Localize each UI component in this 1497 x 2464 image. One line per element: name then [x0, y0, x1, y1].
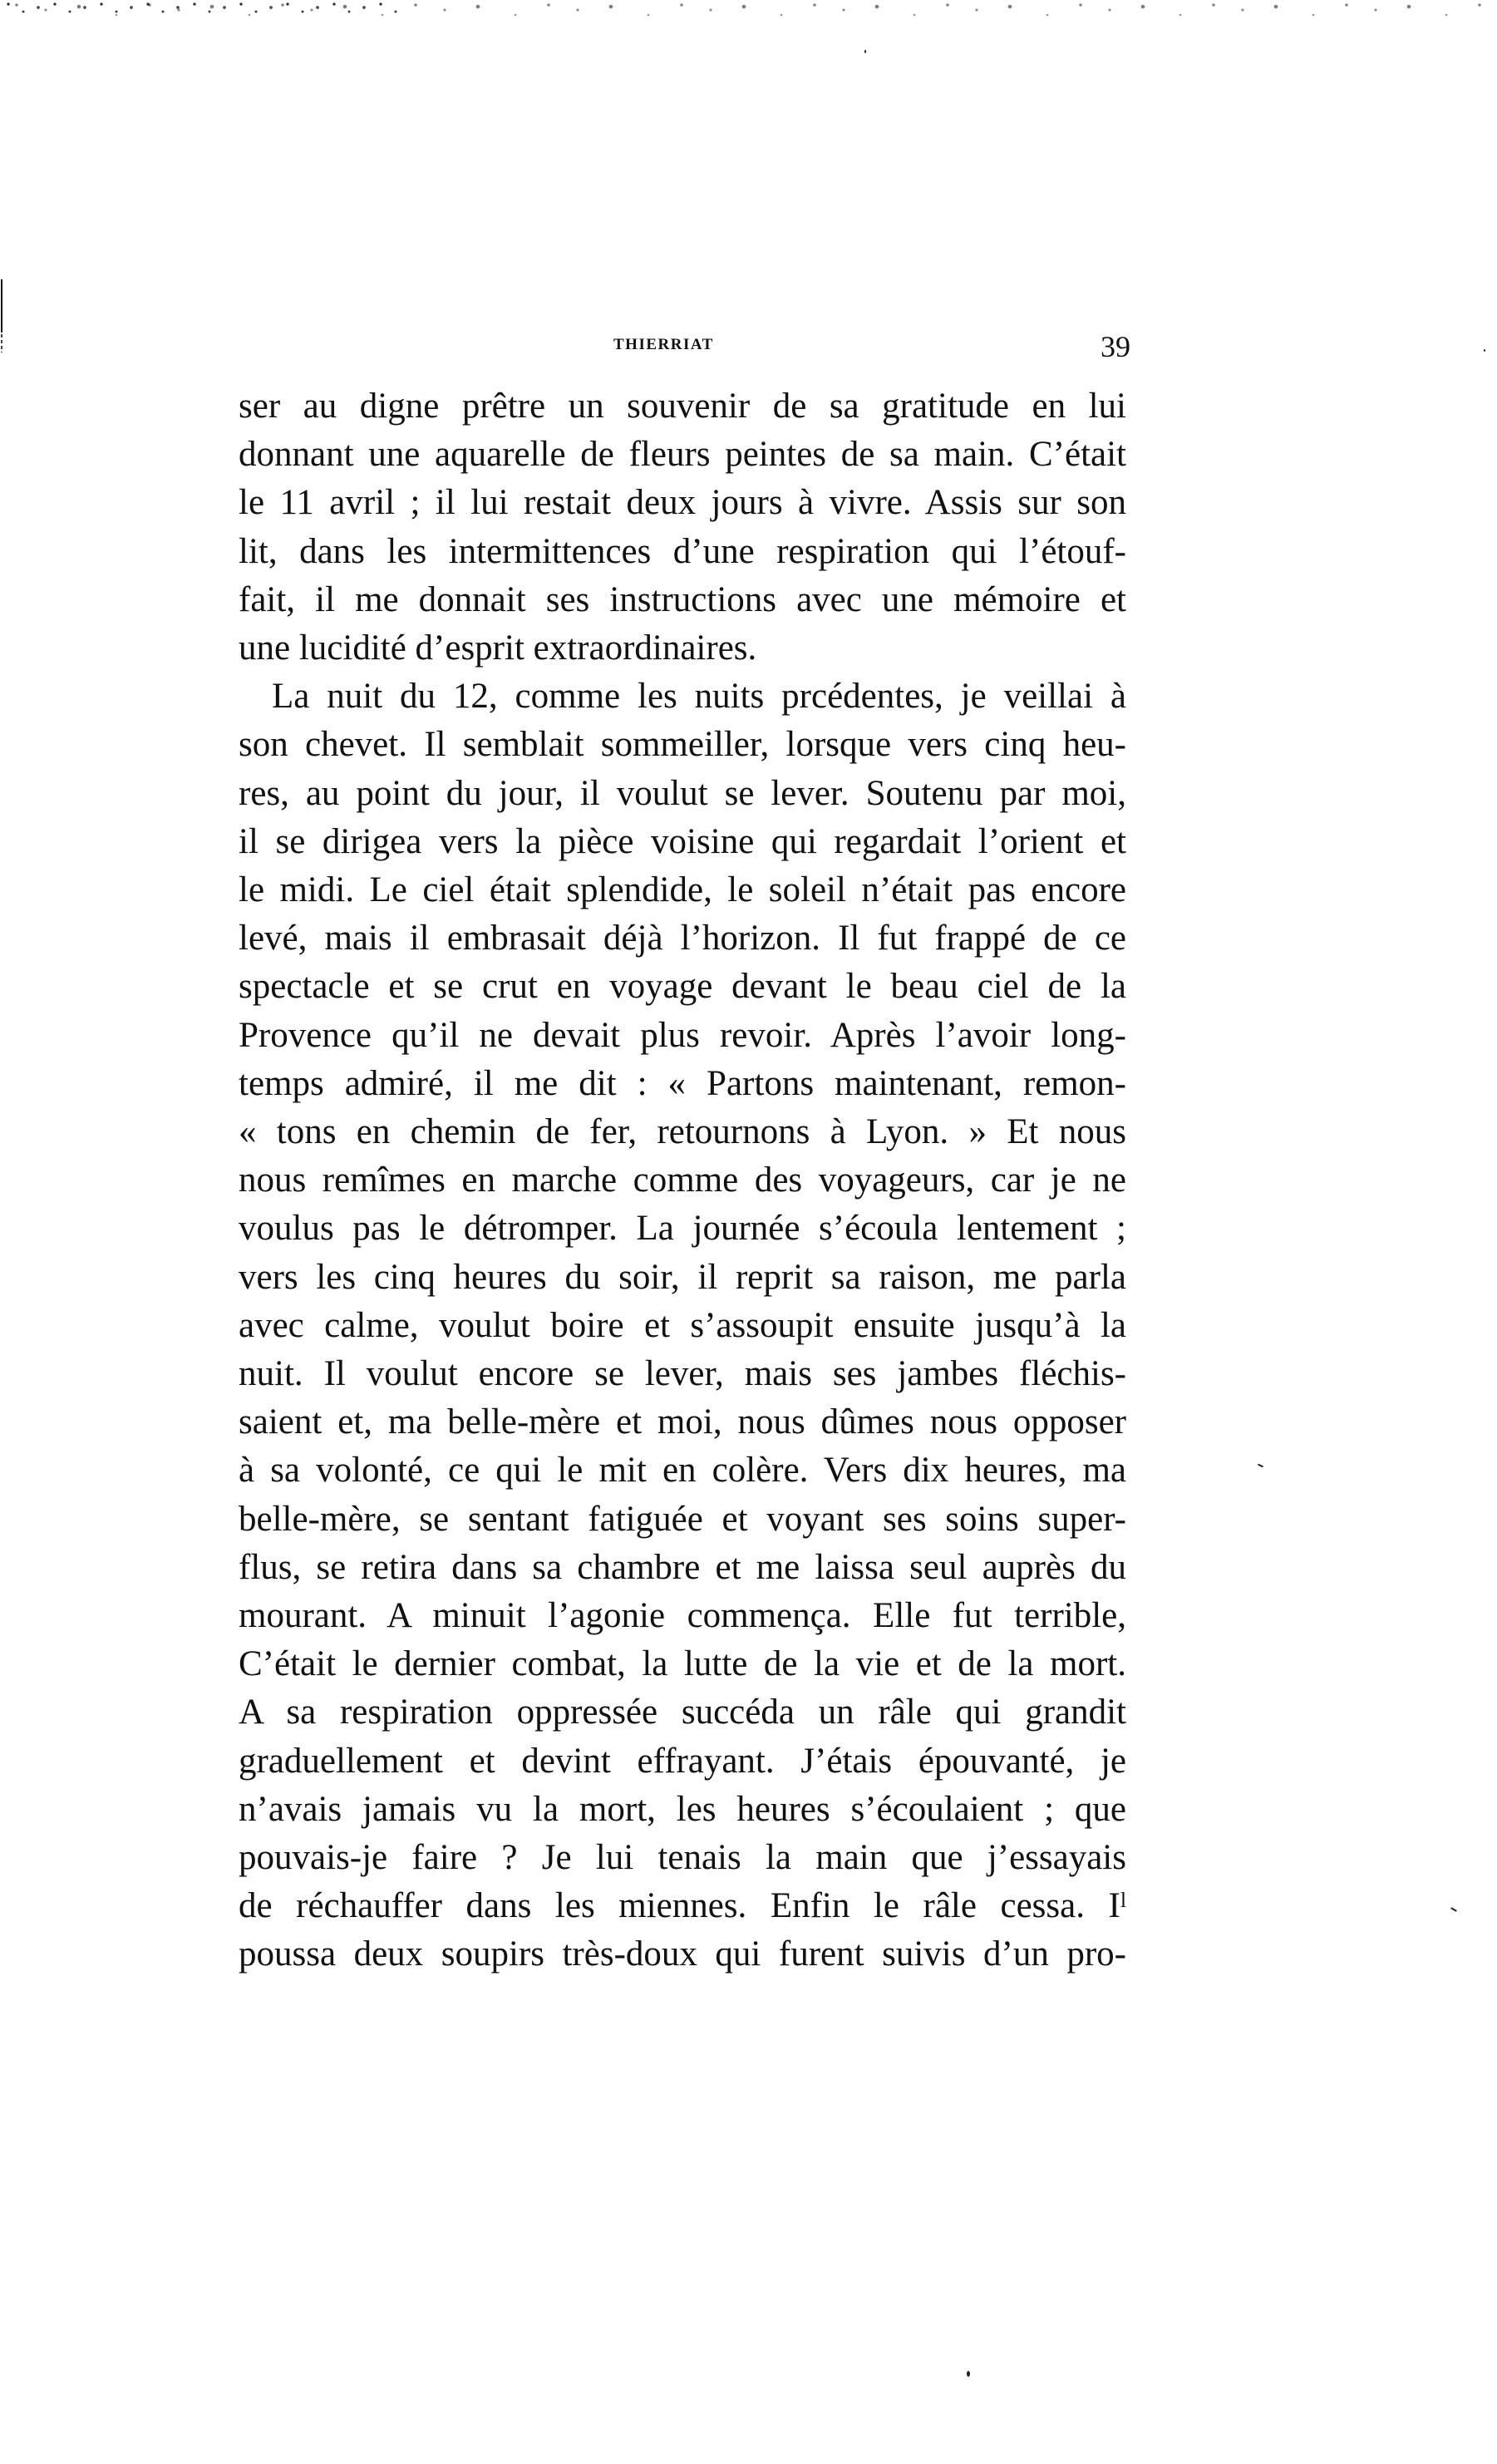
text-line: belle-mère, se sentant fatiguée et voyant ses soins super-	[239, 1500, 1126, 1539]
scan-speck	[967, 2371, 970, 2377]
scan-edge-line	[1, 279, 2, 333]
text-line: avec calme, voulut boire et s’assoupit ensuite jusqu’à la	[239, 1306, 1126, 1345]
text-line: n’avais jamais vu la mort, les heures s’écoulaient ; que	[239, 1790, 1126, 1829]
scan-edge-dash	[1, 334, 2, 352]
text-line: res, au point du jour, il voulut se lever. Soutenu par moi,	[239, 774, 1126, 813]
text-line: mourant. A minuit l’agonie commença. Elle fut terrible,	[239, 1596, 1126, 1635]
text-line: Provence qu’il ne devait plus revoir. Après l’avoir long-	[239, 1016, 1126, 1055]
scan-speck	[1258, 1464, 1263, 1468]
text-line: spectacle et se crut en voyage devant le beau ciel de la	[239, 967, 1126, 1006]
text-line: « tons en chemin de fer, retournons à Lyon. » Et nous	[239, 1112, 1126, 1151]
text-line: A sa respiration oppressée succéda un râle qui grandit	[239, 1693, 1126, 1732]
text-line: nuit. Il voulut encore se lever, mais ses jambes fléchis-	[239, 1354, 1126, 1393]
text-line: temps admiré, il me dit : « Partons maintenant, remon-	[239, 1064, 1126, 1103]
text-line: pouvais-je faire ? Je lui tenais la main que j’essayais	[239, 1838, 1126, 1877]
text-line: une lucidité d’esprit extraordinaires.	[239, 628, 757, 668]
text-line: il se dirigea vers la pièce voisine qui regardait l’orient et	[239, 822, 1126, 861]
text-line: de réchauffer dans les miennes. Enfin le râle cessa. Iˡ	[239, 1886, 1126, 1925]
text-line: C’était le dernier combat, la lutte de la vie et de la mort.	[239, 1644, 1126, 1683]
text-line: le midi. Le ciel était splendide, le soleil n’était pas encore	[239, 870, 1126, 909]
text-line: fait, il me donnait ses instructions avec une mémoire et	[239, 580, 1126, 619]
text-line: son chevet. Il semblait sommeiller, lorsque vers cinq heu-	[239, 725, 1126, 764]
paragraph-start-line: La nuit du 12, comme les nuits prcédentes, je veillai à	[272, 677, 1126, 716]
scan-speck	[864, 50, 866, 53]
scan-noise-top-left	[0, 0, 399, 25]
text-line: lit, dans les intermittences d’une respiration qui l’étouf-	[239, 532, 1126, 571]
text-line: voulus pas le détromper. La journée s’écoula lentement ;	[239, 1209, 1126, 1248]
text-line: saient et, ma belle-mère et moi, nous dûmes nous opposer	[239, 1402, 1126, 1441]
text-line: graduellement et devint effrayant. J’étais épouvanté, je	[239, 1742, 1126, 1781]
scan-speck	[1450, 1907, 1457, 1912]
scan-speck	[1484, 349, 1485, 352]
text-line: le 11 avril ; il lui restait deux jours à vivre. Assis sur son	[239, 483, 1126, 522]
text-line: à sa volonté, ce qui le mit en colère. Vers dix heures, ma	[239, 1451, 1126, 1490]
text-line: vers les cinq heures du soir, il reprit sa raison, me parla	[239, 1258, 1126, 1297]
text-line: levé, mais il embrasait déjà l’horizon. Il fut frappé de ce	[239, 919, 1126, 958]
text-line: flus, se retira dans sa chambre et me laissa seul auprès du	[239, 1548, 1126, 1587]
page-number: 39	[1101, 330, 1130, 363]
text-line: donnant une aquarelle de fleurs peintes de sa main. C’était	[239, 435, 1126, 474]
text-line: poussa deux soupirs très-doux qui furent suivis d’un pro-	[239, 1934, 1126, 1974]
text-line: nous remîmes en marche comme des voyageurs, car je ne	[239, 1161, 1126, 1200]
text-line: ser au digne prêtre un souvenir de sa gratitude en lui	[239, 387, 1126, 426]
running-title: THIERRIAT	[613, 336, 714, 353]
